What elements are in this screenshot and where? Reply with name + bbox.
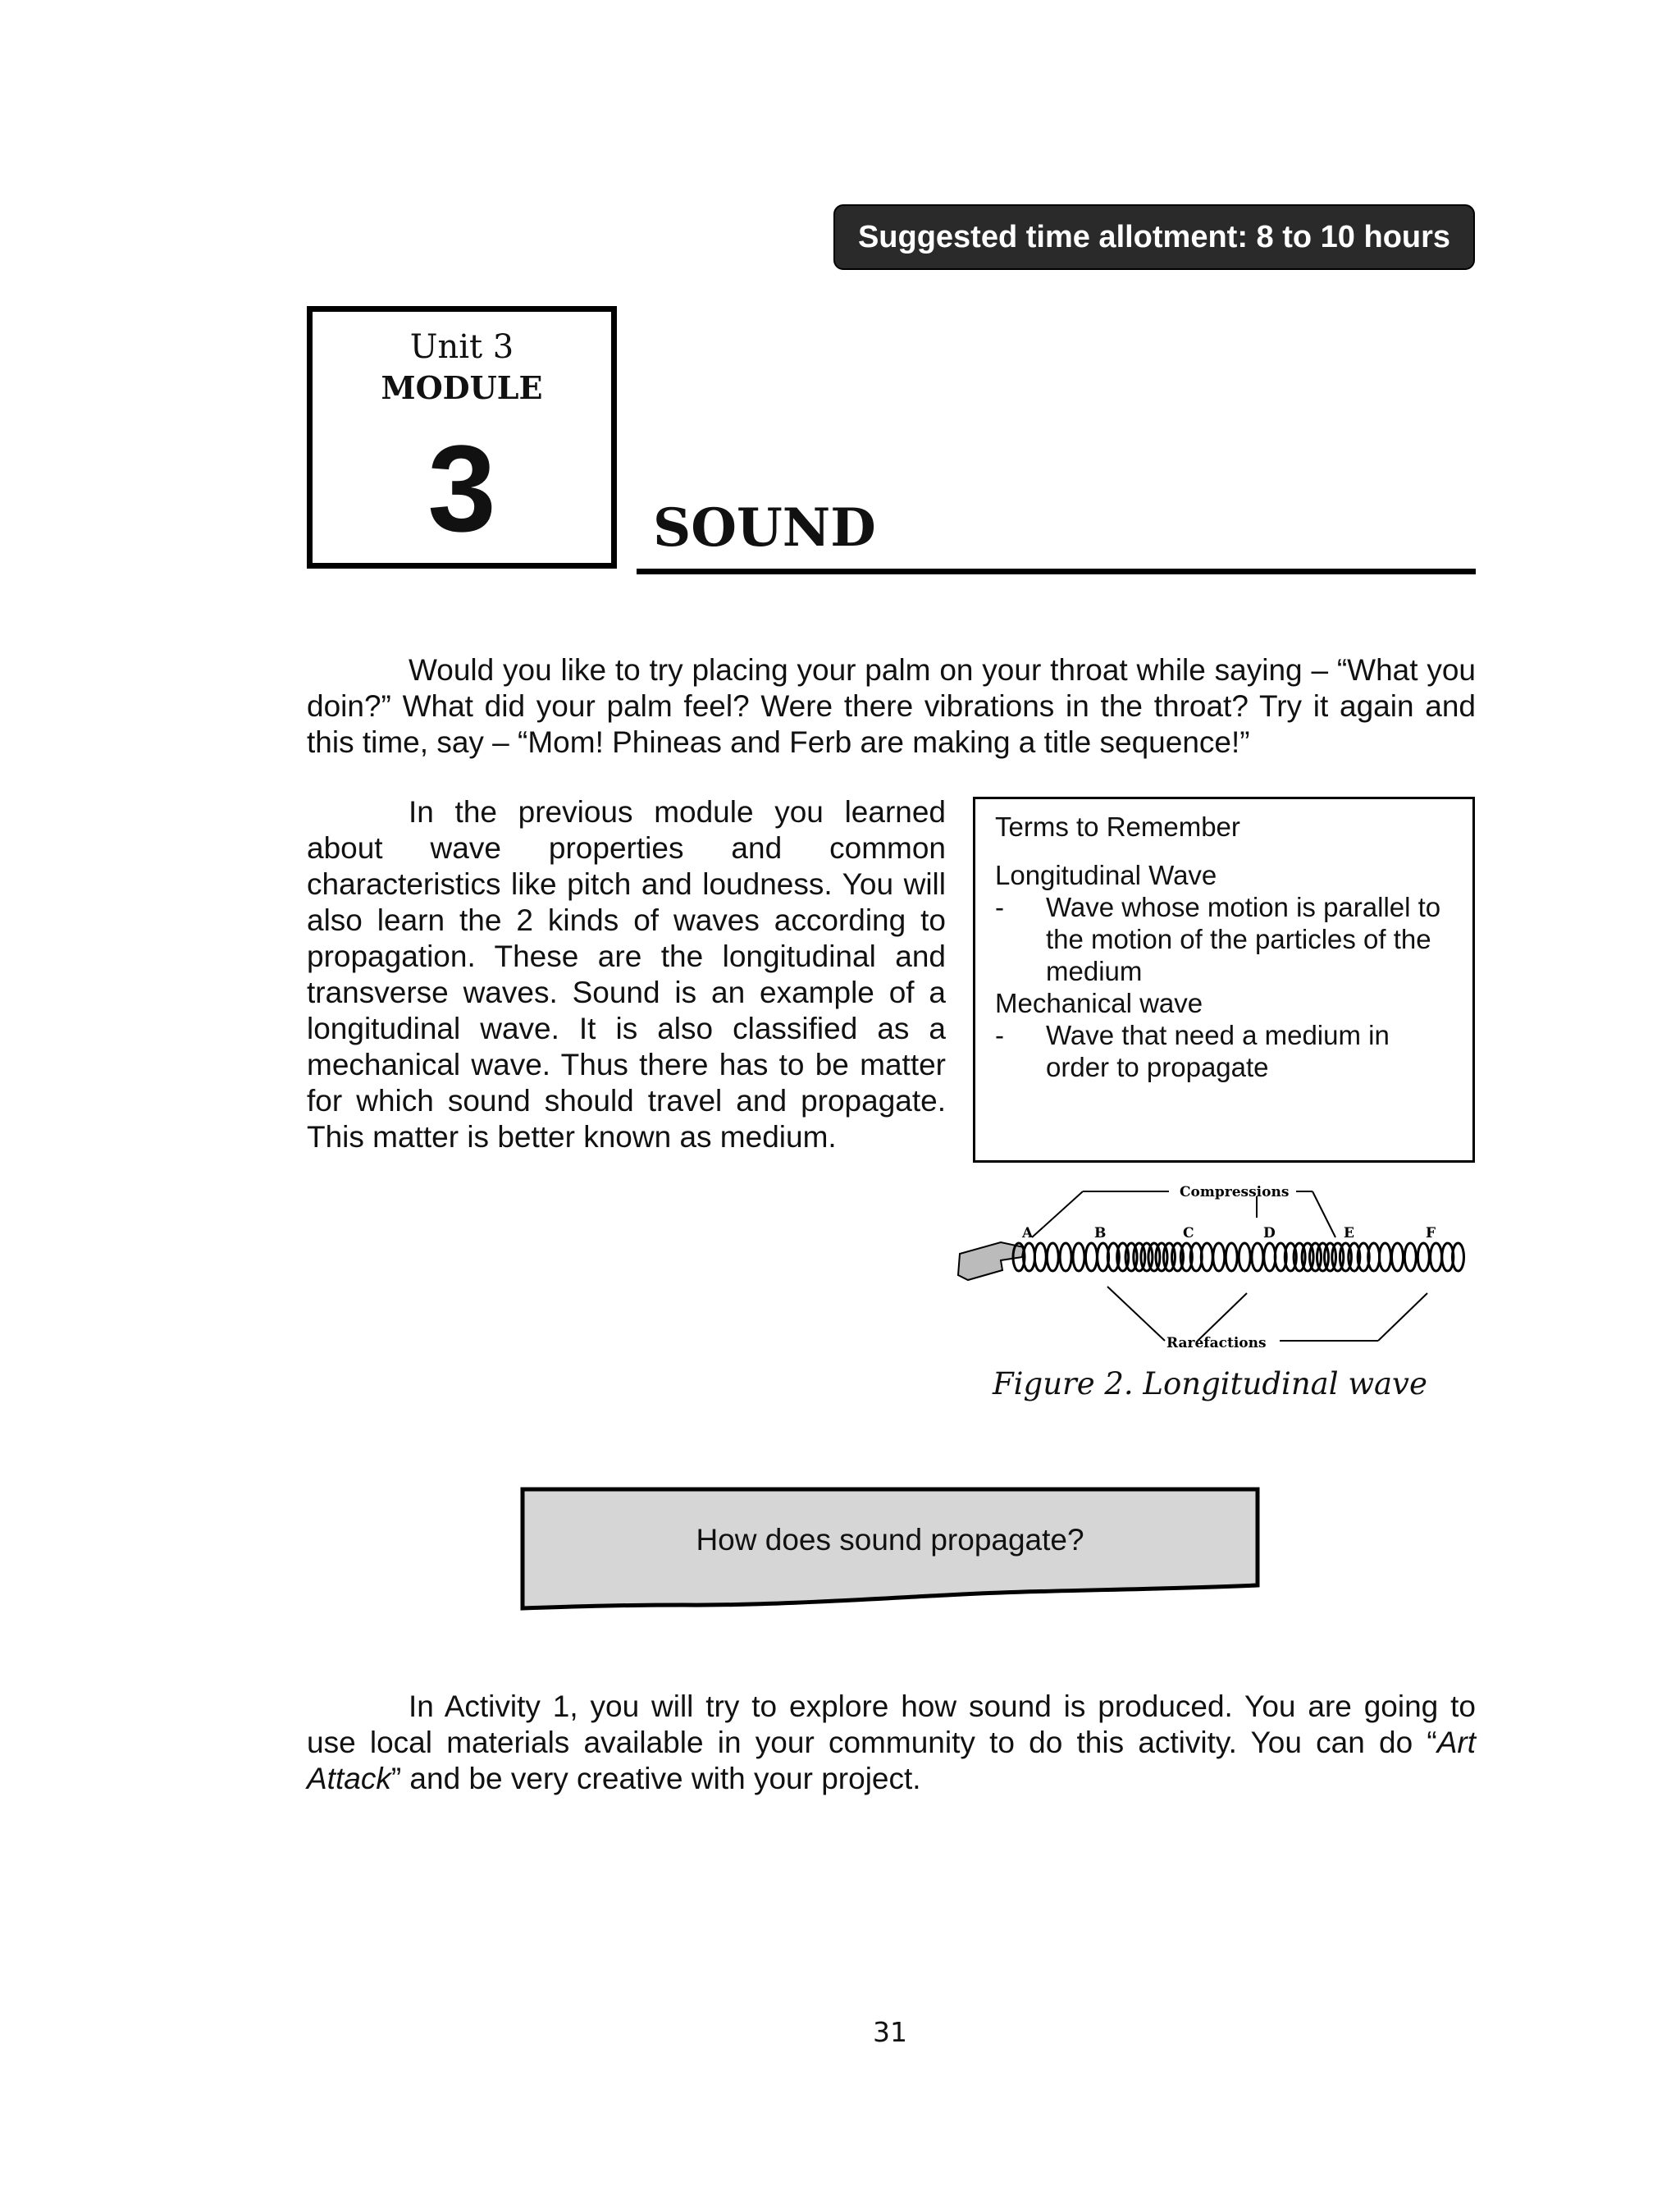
module-number: 3 [427, 419, 496, 557]
module-label: MODULE [381, 369, 543, 406]
definition-text: Wave whose motion is parallel to the motion of the particles of the medium [1046, 892, 1441, 986]
compressions-arrow [1032, 1191, 1083, 1237]
spring-coil [1073, 1243, 1084, 1271]
bullet-dash: - [995, 1020, 1004, 1050]
spring-coils [1013, 1243, 1464, 1271]
bullet-dash: - [995, 892, 1004, 922]
intro-paragraph: Would you like to try placing your palm on your throat while saying – “What you doin?” What did your palm feel? Were there vibrations in the throat? Try it again and this time, say – “Mom! Phineas and Ferb are making a title sequence!” [307, 653, 1476, 759]
rarefactions-arrow [1198, 1293, 1247, 1341]
spring-coil [1213, 1243, 1225, 1271]
term-definition [995, 1019, 1453, 1083]
point-label-f: F [1426, 1225, 1436, 1241]
spring-coil [1047, 1243, 1058, 1271]
term-term: Longitudinal Wave [995, 860, 1217, 890]
module-title: SOUND [653, 497, 876, 559]
activity-text-end: ” and be very creative with your project. [390, 1762, 921, 1795]
question-text: How does sound propagate? [696, 1523, 1084, 1557]
terms-heading: Terms to Remember [995, 812, 1240, 842]
point-label-c: C [1183, 1225, 1194, 1241]
definition-text: Wave that need a medium in order to propagate [1046, 1020, 1390, 1082]
point-label-b: B [1094, 1225, 1107, 1241]
spring-coil [1085, 1243, 1097, 1271]
spring-coil [1404, 1243, 1416, 1271]
term-definition [995, 891, 1453, 987]
spring-coil [1034, 1243, 1046, 1271]
unit-label: Unit 3 [409, 328, 514, 366]
terms-to-remember-box [973, 797, 1475, 1163]
point-label-d: D [1263, 1225, 1276, 1241]
title-underline [637, 569, 1476, 574]
compressions-arrow [1312, 1191, 1335, 1237]
spring-coil [1431, 1243, 1442, 1271]
rarefactions-arrow [1107, 1287, 1165, 1341]
module-box [307, 306, 617, 569]
figure-caption: Figure 2. Longitudinal wave [993, 1366, 1427, 1401]
activity-text: In Activity 1, you will try to explore how sound is produced. You are going to use local materials available in your community to do this activity. You can do “ [307, 1689, 1476, 1759]
spring-coil [1239, 1243, 1250, 1271]
previous-module-paragraph: In the previous module you learned about wave properties and common characteristics like pitch and loudness. You will also learn the 2 kinds of waves according to propagation. These are the longitudinal and transverse waves. Sound is an example of a longitudinal wave. It is also classified as a mechanical wave. Thus there has to be matter for which sound should travel and propagate. This matter is better known as medium. [307, 795, 946, 1154]
longitudinal-wave-figure [952, 1178, 1477, 1356]
term-term: Mechanical wave [995, 988, 1203, 1018]
spring-coil [1418, 1243, 1429, 1271]
spring-coil [1380, 1243, 1391, 1271]
rarefactions-label: Rarefactions [1166, 1335, 1267, 1351]
spring-coil [1226, 1243, 1237, 1271]
spring-coil [1060, 1243, 1071, 1271]
spring-coil [1252, 1243, 1263, 1271]
rarefactions-arrow [1378, 1293, 1427, 1341]
page-number: 31 [873, 2016, 907, 2048]
time-allotment-badge: Suggested time allotment: 8 to 10 hours [833, 204, 1475, 270]
activity-paragraph [307, 1689, 1476, 1797]
activity-italic-text: Art Attack [307, 1726, 1476, 1795]
spring-coil [1392, 1243, 1404, 1271]
compressions-label: Compressions [1180, 1184, 1290, 1200]
point-label-a: A [1022, 1225, 1034, 1241]
point-label-e: E [1344, 1225, 1354, 1241]
